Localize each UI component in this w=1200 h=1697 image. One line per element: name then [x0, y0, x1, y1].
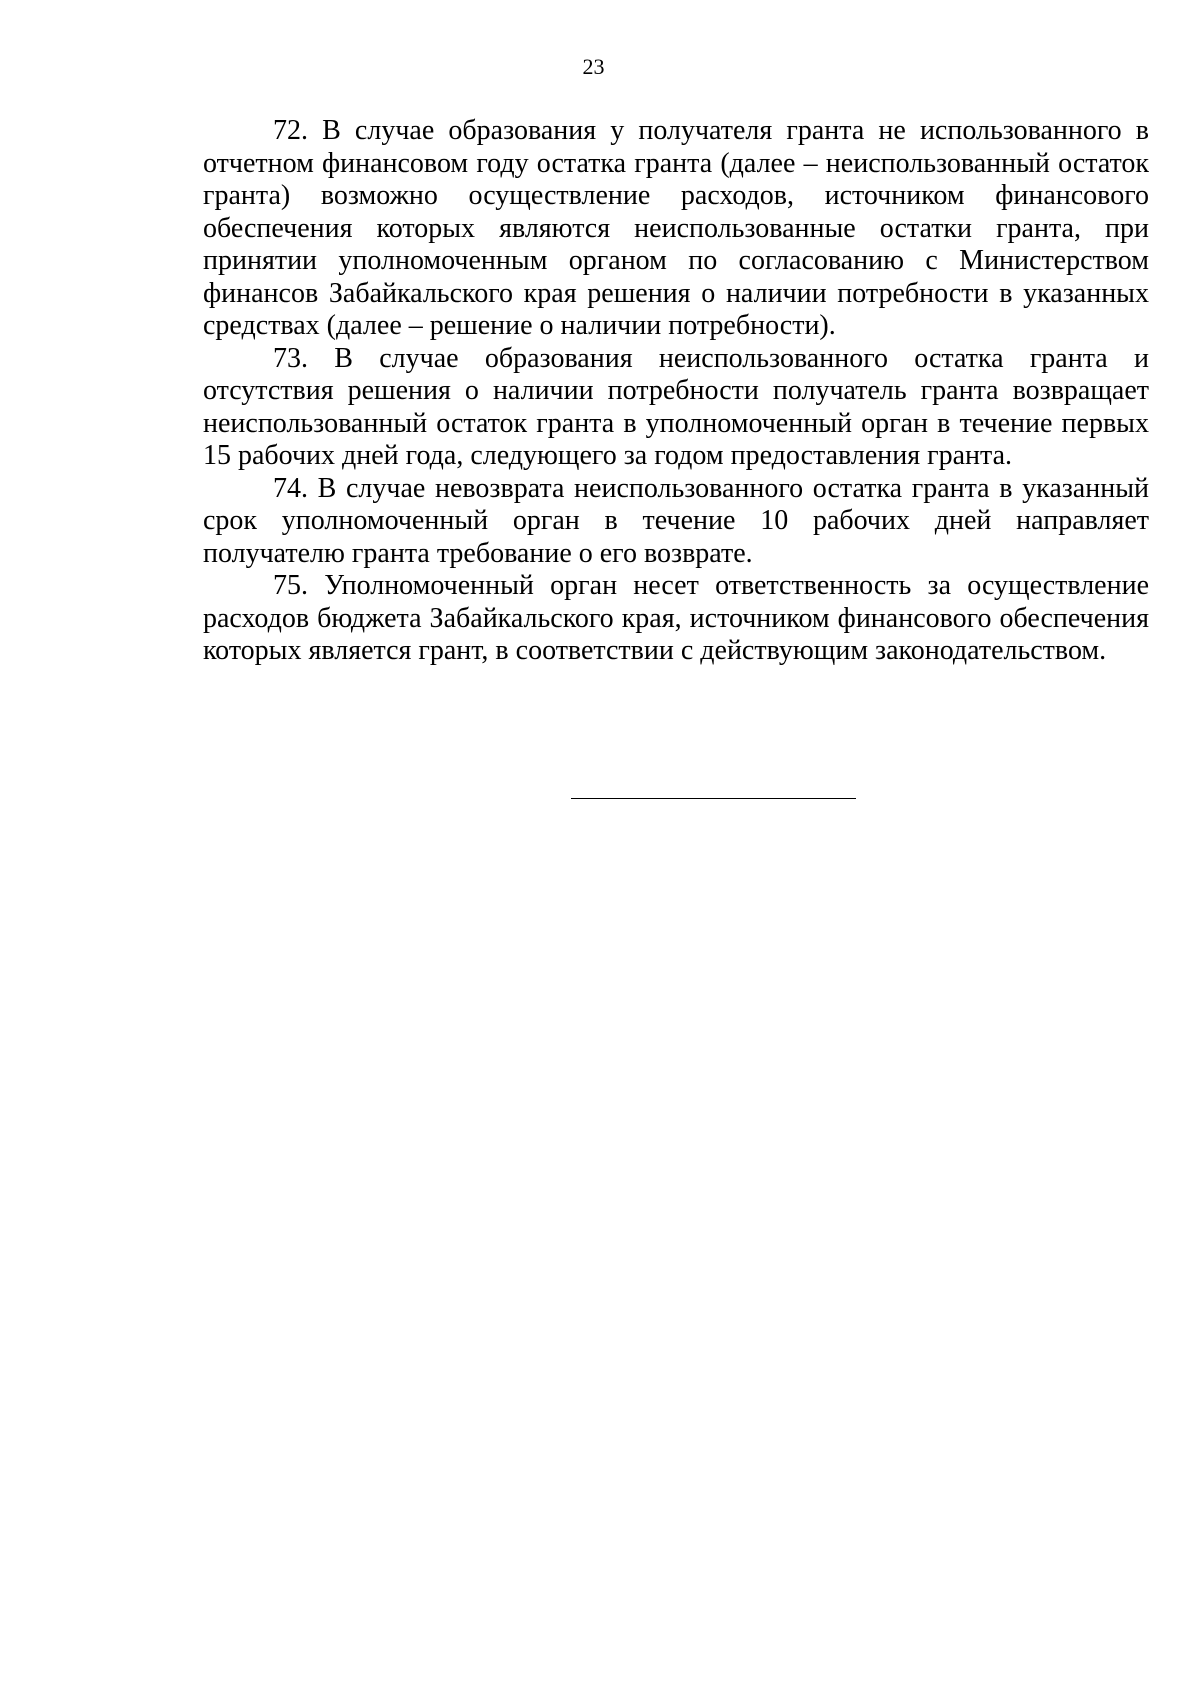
- paragraph-73: 73. В случае образования неиспользованного остатка гранта и отсутствия решения о наличии потребности получатель гранта возвращает неиспользованный остаток гранта в уполномоченный орган в течение первых 15 рабочих дней года, следующего за годом предоставления гранта.: [203, 342, 1149, 471]
- paragraph-75: 75. Уполномоченный орган несет ответственность за осуществление расходов бюджета Забайкальского края, источником финансового обеспечения которых является грант, в соответствии с действующим законодательством.: [203, 570, 1149, 666]
- end-of-document-rule: [571, 798, 856, 799]
- page-number: 23: [582, 54, 605, 79]
- paragraph-72: 72. В случае образования у получателя гранта не использованного в отчетном финансовом году остатка гранта (далее – неиспользованный остаток гранта) возможно осуществление расходов, источником финансового обеспечения которых являются неиспользованные остатки гранта, при принятии уполномоченным органом по согласованию с Министерством финансов Забайкальского края решения о наличии потребности в указанных средствах (далее – решение о наличии потребности).: [203, 115, 1149, 341]
- document-body: [203, 115, 1149, 668]
- paragraph-74: 74. В случае невозврата неиспользованного остатка гранта в указанный срок уполномоченный орган в течение 10 рабочих дней направляет получателю гранта требование о его возврате.: [203, 472, 1149, 569]
